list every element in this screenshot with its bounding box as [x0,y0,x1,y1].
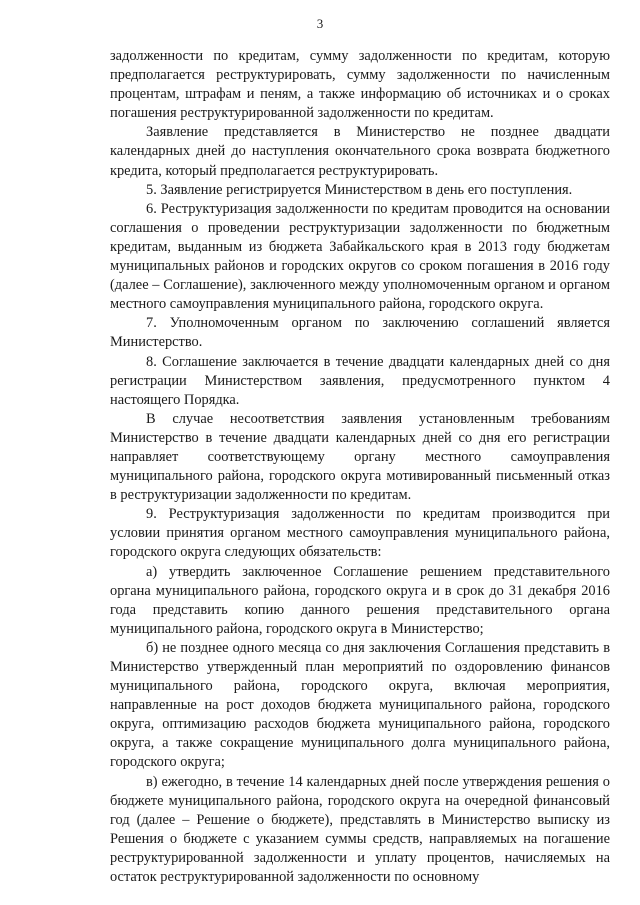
paragraph-subitem-v: в) ежегодно, в течение 14 календарных дней после утверждения решения о бюджете муниципального района, городского округа на очередной финансовый год (далее – Решение о бюджете), представлять в Министерство выписку из Решения о бюджете с указанием суммы средств, направляемых на погашение реструктурированной задолженности и уплату процентов, начисляемых на остаток реструктурированной задолженности по основному [110,773,610,886]
paragraph-subitem-b: б) не позднее одного месяца со дня заключения Соглашения представить в Министерство утвержденный план мероприятий по оздоровлению финансов муниципального района, городского округа, включая мероприятия, направленные на рост доходов бюджета муниципального района, городского округа, оптимизацию расходов бюджета муниципального района, городского округа, а также сокращение муниципального долга муниципального района, городского округа; [110,639,610,771]
paragraph-item-7: 7. Уполномоченным органом по заключению соглашений является Министерство. [110,315,610,351]
page-number: 3 [316,16,324,31]
paragraph-item-6: 6. Реструктуризация задолженности по кредитам проводится на основании соглашения о проведении реструктуризации задолженности по бюджетным кредитам, выданным из бюджета Забайкальского края в 2013 году бюджетам муниципальных районов и городских округов со сроком погашения в 2016 году (далее – Соглашение), заключенного между уполномоченным органом и органом местного самоуправления муниципального района, городского округа. [110,200,610,313]
paragraph-item-9: 9. Реструктуризация задолженности по кредитам производится при условии принятия органом местного самоуправления муниципального района, городского округа следующих обязательств: [110,506,610,561]
paragraph-application-deadline: Заявление представляется в Министерство не позднее двадцати календарных дней до наступления окончательного срока возврата бюджетного кредита, который предполагается реструктурировать. [110,124,610,179]
paragraph-item-5: 5. Заявление регистрируется Министерством в день его поступления. [146,181,573,198]
paragraph-subitem-a: а) утвердить заключенное Соглашение решением представительного органа муниципального района, городского округа и в срок до 31 декабря 2016 года представить копию данного решения представительного органа муниципального района, городского округа в Министерство; [110,563,610,637]
paragraph-continuation: задолженности по кредитам, сумму задолженности по кредитам, которую предполагается реструктурировать, сумму задолженности по начисленным процентам, штрафам и пеням, а также информацию об источниках и о сроках погашения реструктурированной задолженности по кредитам. [110,48,610,122]
document-body [110,47,610,887]
paragraph-item-8: 8. Соглашение заключается в течение двадцати календарных дней со дня регистрации Министерством заявления, предусмотренного пунктом 4 настоящего Порядка. [110,353,610,408]
paragraph-refusal: В случае несоответствия заявления установленным требованиям Министерство в течение двадцати календарных дней со дня его регистрации направляет соответствующему органу местного самоуправления муниципального района, городского округа мотивированный письменный отказ в реструктуризации задолженности по кредитам. [110,410,610,504]
